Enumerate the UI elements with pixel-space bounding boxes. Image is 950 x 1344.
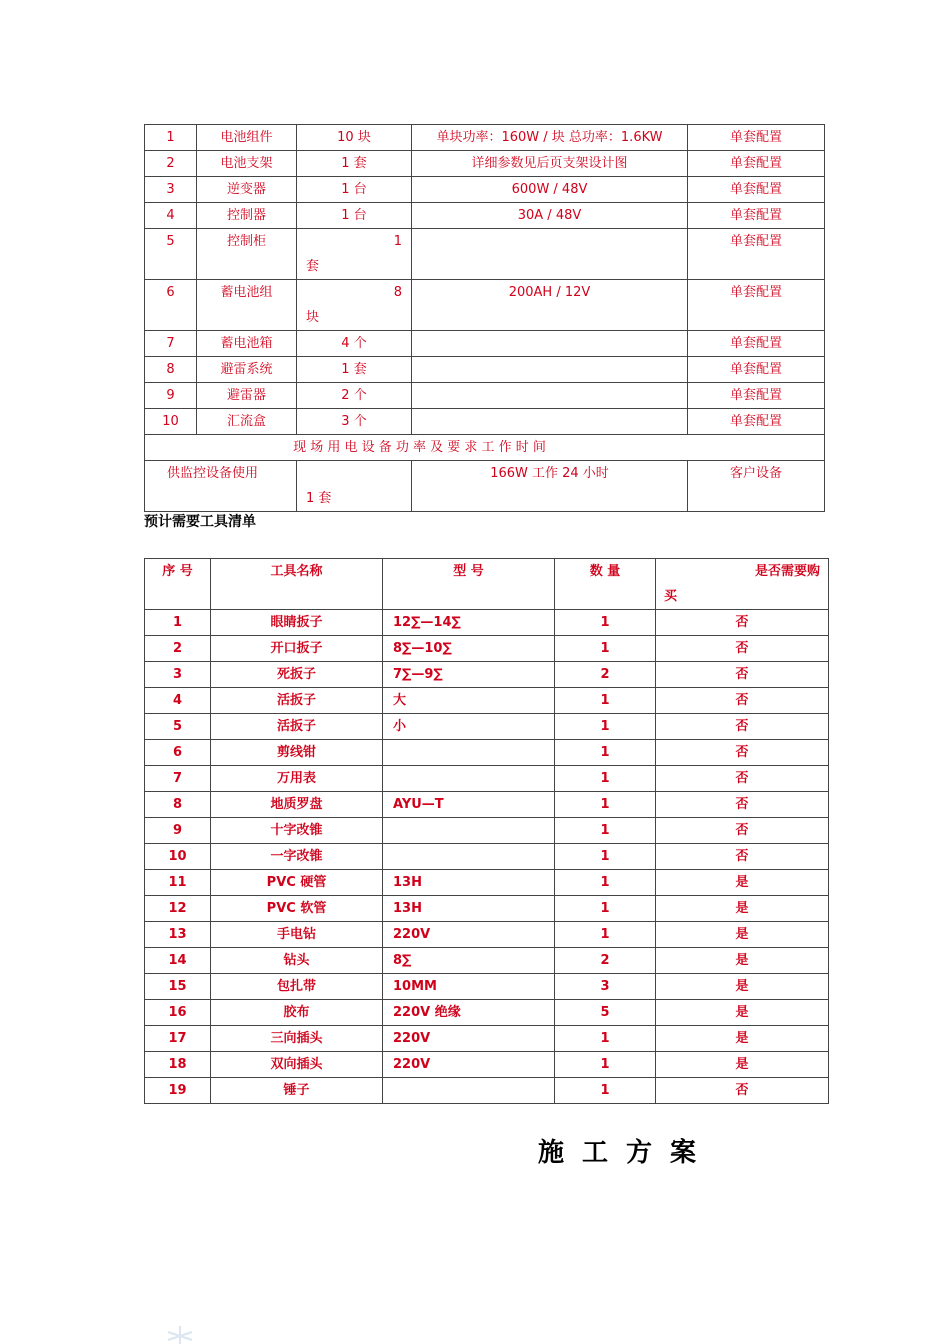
tool-no: 16: [145, 1000, 211, 1026]
equipment-qty: [297, 331, 412, 357]
tool-no: 13: [145, 922, 211, 948]
tool-row: [145, 896, 829, 922]
site-equipment-spec: [412, 461, 688, 512]
tool-buy: 是: [656, 948, 829, 974]
equipment-note-text: 单套配置: [729, 156, 782, 171]
equipment-table: [144, 124, 825, 512]
equipment-name-text: 蓄电池组: [220, 285, 273, 300]
equipment-name: [197, 125, 297, 151]
tool-qty: 1: [555, 1078, 656, 1104]
site-equipment-qty: [297, 461, 412, 512]
tool-model: 小: [383, 714, 555, 740]
tool-buy: 否: [656, 844, 829, 870]
equipment-row: [145, 280, 825, 331]
header-name: 工具名称: [211, 559, 383, 610]
tool-buy: 是: [656, 1026, 829, 1052]
snowflake-watermark-icon: [160, 1322, 200, 1344]
tool-row: [145, 922, 829, 948]
equipment-spec: [412, 383, 688, 409]
tool-qty: 1: [555, 792, 656, 818]
equipment-qty-unit: 套: [306, 259, 320, 274]
equipment-name-text: 避雷系统: [220, 362, 273, 377]
equipment-qty-number: 8: [393, 285, 402, 300]
tool-no: 15: [145, 974, 211, 1000]
equipment-note: [688, 125, 825, 151]
tool-qty: 2: [555, 948, 656, 974]
tool-qty: 1: [555, 844, 656, 870]
equipment-note-text: 单套配置: [729, 414, 782, 429]
tool-qty: 1: [555, 1026, 656, 1052]
equipment-qty-unit: 块: [306, 310, 320, 325]
tool-name: 胶布: [211, 1000, 383, 1026]
equipment-note-text: 单套配置: [729, 388, 782, 403]
site-equipment-name: [145, 461, 297, 512]
equipment-note: [688, 151, 825, 177]
tool-buy: 否: [656, 740, 829, 766]
tool-name: PVC 软管: [211, 896, 383, 922]
equipment-name-text: 蓄电池箱: [220, 336, 273, 351]
tool-model: [383, 766, 555, 792]
tools-list-title: 预计需要工具清单: [144, 514, 256, 530]
equipment-spec-text: 200AH / 12V: [508, 285, 591, 300]
tool-no: 14: [145, 948, 211, 974]
tool-row: [145, 1052, 829, 1078]
tool-model: 7∑—9∑: [383, 662, 555, 688]
tool-row: [145, 714, 829, 740]
equipment-qty-text: 2 个: [341, 388, 367, 403]
equipment-row: [145, 203, 825, 229]
equipment-note: [688, 331, 825, 357]
equipment-name: [197, 177, 297, 203]
tool-buy: 否: [656, 1078, 829, 1104]
equipment-note: [688, 280, 825, 331]
tool-model: 大: [383, 688, 555, 714]
tool-name: 包扎带: [211, 974, 383, 1000]
equipment-note-text: 单套配置: [729, 208, 782, 223]
header-buy-line2: 买: [664, 589, 678, 604]
equipment-qty: [297, 151, 412, 177]
tool-name: PVC 硬管: [211, 870, 383, 896]
header-qty: 数 量: [555, 559, 656, 610]
equipment-name-text: 控制柜: [226, 234, 266, 249]
site-equipment-name-text: 供监控设备使用: [167, 466, 259, 481]
equipment-spec: [412, 280, 688, 331]
equipment-row: [145, 151, 825, 177]
equipment-name: [197, 151, 297, 177]
equipment-qty: [297, 357, 412, 383]
tool-row: [145, 1000, 829, 1026]
tool-no: 17: [145, 1026, 211, 1052]
equipment-name: [197, 229, 297, 280]
tool-row: [145, 740, 829, 766]
plan-title: 施工方案: [538, 1138, 715, 1168]
tool-model: 10MM: [383, 974, 555, 1000]
tool-qty: 1: [555, 714, 656, 740]
tool-no: 10: [145, 844, 211, 870]
equipment-no: 3: [145, 177, 197, 203]
tool-name: 活扳子: [211, 688, 383, 714]
tool-model: 220V: [383, 922, 555, 948]
tool-name: 死扳子: [211, 662, 383, 688]
tool-no: 12: [145, 896, 211, 922]
equipment-note-text: 单套配置: [729, 362, 782, 377]
equipment-note-text: 单套配置: [729, 336, 782, 351]
tool-row: [145, 870, 829, 896]
tool-no: 5: [145, 714, 211, 740]
tool-buy: 否: [656, 636, 829, 662]
equipment-section-row: [145, 435, 825, 461]
tool-buy: 是: [656, 922, 829, 948]
equipment-no: 9: [145, 383, 197, 409]
equipment-name: [197, 383, 297, 409]
tool-name: 地质罗盘: [211, 792, 383, 818]
site-equipment-spec-text: 166W 工作 24 小时: [490, 466, 609, 481]
tool-buy: 否: [656, 792, 829, 818]
equipment-qty: [297, 383, 412, 409]
tool-name: 双向插头: [211, 1052, 383, 1078]
tool-model: AYU—T: [383, 792, 555, 818]
site-equipment-qty-text: 1 套: [306, 491, 332, 506]
equipment-qty-text: 1 台: [341, 182, 367, 197]
tool-no: 3: [145, 662, 211, 688]
tool-row: [145, 688, 829, 714]
tool-qty: 5: [555, 1000, 656, 1026]
equipment-qty-text: 1 台: [341, 208, 367, 223]
tool-row: [145, 974, 829, 1000]
tool-name: 十字改锥: [211, 818, 383, 844]
equipment-spec: [412, 409, 688, 435]
tool-no: 1: [145, 610, 211, 636]
tool-qty: 1: [555, 688, 656, 714]
equipment-no: 4: [145, 203, 197, 229]
tool-model: [383, 1078, 555, 1104]
equipment-note: [688, 383, 825, 409]
equipment-spec: [412, 125, 688, 151]
tool-row: [145, 636, 829, 662]
tool-buy: 是: [656, 974, 829, 1000]
tool-qty: 1: [555, 740, 656, 766]
equipment-no: 7: [145, 331, 197, 357]
tools-table: [144, 558, 829, 1104]
tool-name: 三向插头: [211, 1026, 383, 1052]
tool-model: 220V 绝缘: [383, 1000, 555, 1026]
header-buy: [656, 559, 829, 610]
equipment-spec: [412, 151, 688, 177]
equipment-name: [197, 280, 297, 331]
equipment-spec-text: 单块功率：160W / 块 总功率：1.6KW: [436, 130, 663, 145]
equipment-no: 1: [145, 125, 197, 151]
equipment-no: 10: [145, 409, 197, 435]
tool-no: 9: [145, 818, 211, 844]
equipment-section-header: [145, 435, 825, 461]
tool-no: 7: [145, 766, 211, 792]
equipment-note-text: 单套配置: [729, 130, 782, 145]
equipment-spec-text: 详细参数见后页支架设计图: [471, 156, 628, 171]
tool-buy: 是: [656, 1000, 829, 1026]
equipment-name-text: 电池支架: [220, 156, 273, 171]
tool-name: 眼睛扳子: [211, 610, 383, 636]
tool-buy: 否: [656, 714, 829, 740]
equipment-note: [688, 229, 825, 280]
tool-row: [145, 792, 829, 818]
equipment-section-header-text: 现 场 用 电 设 备 功 率 及 要 求 工 作 时 间: [293, 440, 546, 455]
tool-buy: 否: [656, 688, 829, 714]
equipment-qty: [297, 409, 412, 435]
equipment-spec: [412, 229, 688, 280]
tool-qty: 1: [555, 610, 656, 636]
tool-qty: 1: [555, 636, 656, 662]
equipment-name-text: 汇流盒: [226, 414, 266, 429]
equipment-note: [688, 357, 825, 383]
tool-buy: 是: [656, 1052, 829, 1078]
tool-name: 手电钻: [211, 922, 383, 948]
tool-no: 18: [145, 1052, 211, 1078]
equipment-row: [145, 383, 825, 409]
tool-model: 220V: [383, 1052, 555, 1078]
equipment-qty: [297, 280, 412, 331]
tool-row: [145, 766, 829, 792]
tool-qty: 1: [555, 870, 656, 896]
tool-no: 4: [145, 688, 211, 714]
tool-row: [145, 948, 829, 974]
tool-model: [383, 740, 555, 766]
header-no: 序 号: [145, 559, 211, 610]
equipment-qty-text: 1 套: [341, 362, 367, 377]
tools-header-row: [145, 559, 829, 610]
equipment-qty: [297, 125, 412, 151]
equipment-name-text: 电池组件: [220, 130, 273, 145]
equipment-qty-number: 1: [393, 234, 402, 249]
equipment-name-text: 避雷器: [226, 388, 266, 403]
equipment-qty-text: 10 块: [337, 130, 371, 145]
tool-buy: 是: [656, 896, 829, 922]
tool-name: 开口扳子: [211, 636, 383, 662]
tool-no: 11: [145, 870, 211, 896]
equipment-note-text: 单套配置: [729, 234, 782, 249]
equipment-note: [688, 177, 825, 203]
equipment-note-text: 单套配置: [729, 285, 782, 300]
equipment-spec-text: 30A / 48V: [517, 208, 582, 223]
tool-no: 2: [145, 636, 211, 662]
equipment-name-text: 逆变器: [226, 182, 266, 197]
equipment-spec: [412, 203, 688, 229]
tool-name: 钻头: [211, 948, 383, 974]
equipment-row: [145, 409, 825, 435]
tool-qty: 3: [555, 974, 656, 1000]
tool-model: 220V: [383, 1026, 555, 1052]
equipment-spec: [412, 331, 688, 357]
tool-buy: 是: [656, 870, 829, 896]
tool-qty: 2: [555, 662, 656, 688]
tool-row: [145, 844, 829, 870]
tool-model: 13H: [383, 870, 555, 896]
equipment-row: [145, 229, 825, 280]
equipment-note-text: 单套配置: [729, 182, 782, 197]
tool-model: 12∑—14∑: [383, 610, 555, 636]
tool-buy: 否: [656, 610, 829, 636]
equipment-spec-text: 600W / 48V: [511, 182, 588, 197]
site-equipment-row: [145, 461, 825, 512]
equipment-no: 2: [145, 151, 197, 177]
tool-row: [145, 610, 829, 636]
equipment-row: [145, 177, 825, 203]
tool-model: 8∑—10∑: [383, 636, 555, 662]
equipment-no: 5: [145, 229, 197, 280]
equipment-qty: [297, 177, 412, 203]
equipment-qty: [297, 229, 412, 280]
tool-buy: 否: [656, 662, 829, 688]
tool-qty: 1: [555, 896, 656, 922]
tool-qty: 1: [555, 1052, 656, 1078]
equipment-name: [197, 203, 297, 229]
equipment-row: [145, 331, 825, 357]
header-model: 型 号: [383, 559, 555, 610]
tool-row: [145, 818, 829, 844]
tool-qty: 1: [555, 766, 656, 792]
equipment-qty-text: 4 个: [341, 336, 367, 351]
site-equipment-note-text: 客户设备: [729, 466, 782, 481]
equipment-spec: [412, 357, 688, 383]
equipment-note: [688, 203, 825, 229]
tool-qty: 1: [555, 922, 656, 948]
equipment-no: 6: [145, 280, 197, 331]
equipment-name: [197, 409, 297, 435]
tool-name: 剪线钳: [211, 740, 383, 766]
tool-name: 活扳子: [211, 714, 383, 740]
equipment-qty-text: 1 套: [341, 156, 367, 171]
equipment-row: [145, 125, 825, 151]
equipment-row: [145, 357, 825, 383]
tool-model: 13H: [383, 896, 555, 922]
equipment-name-text: 控制器: [226, 208, 266, 223]
equipment-qty: [297, 203, 412, 229]
tool-no: 19: [145, 1078, 211, 1104]
equipment-spec: [412, 177, 688, 203]
tool-name: 一字改锥: [211, 844, 383, 870]
tool-row: [145, 1078, 829, 1104]
tool-no: 8: [145, 792, 211, 818]
site-equipment-note: [688, 461, 825, 512]
tool-model: [383, 844, 555, 870]
tool-row: [145, 1026, 829, 1052]
tool-model: [383, 818, 555, 844]
equipment-no: 8: [145, 357, 197, 383]
tool-qty: 1: [555, 818, 656, 844]
equipment-qty-text: 3 个: [341, 414, 367, 429]
tool-name: 锤子: [211, 1078, 383, 1104]
tool-no: 6: [145, 740, 211, 766]
tool-buy: 否: [656, 818, 829, 844]
tool-row: [145, 662, 829, 688]
tool-buy: 否: [656, 766, 829, 792]
equipment-note: [688, 409, 825, 435]
equipment-name: [197, 357, 297, 383]
equipment-name: [197, 331, 297, 357]
tool-model: 8∑: [383, 948, 555, 974]
tool-name: 万用表: [211, 766, 383, 792]
header-buy-line1: 是否需要购: [754, 564, 820, 579]
